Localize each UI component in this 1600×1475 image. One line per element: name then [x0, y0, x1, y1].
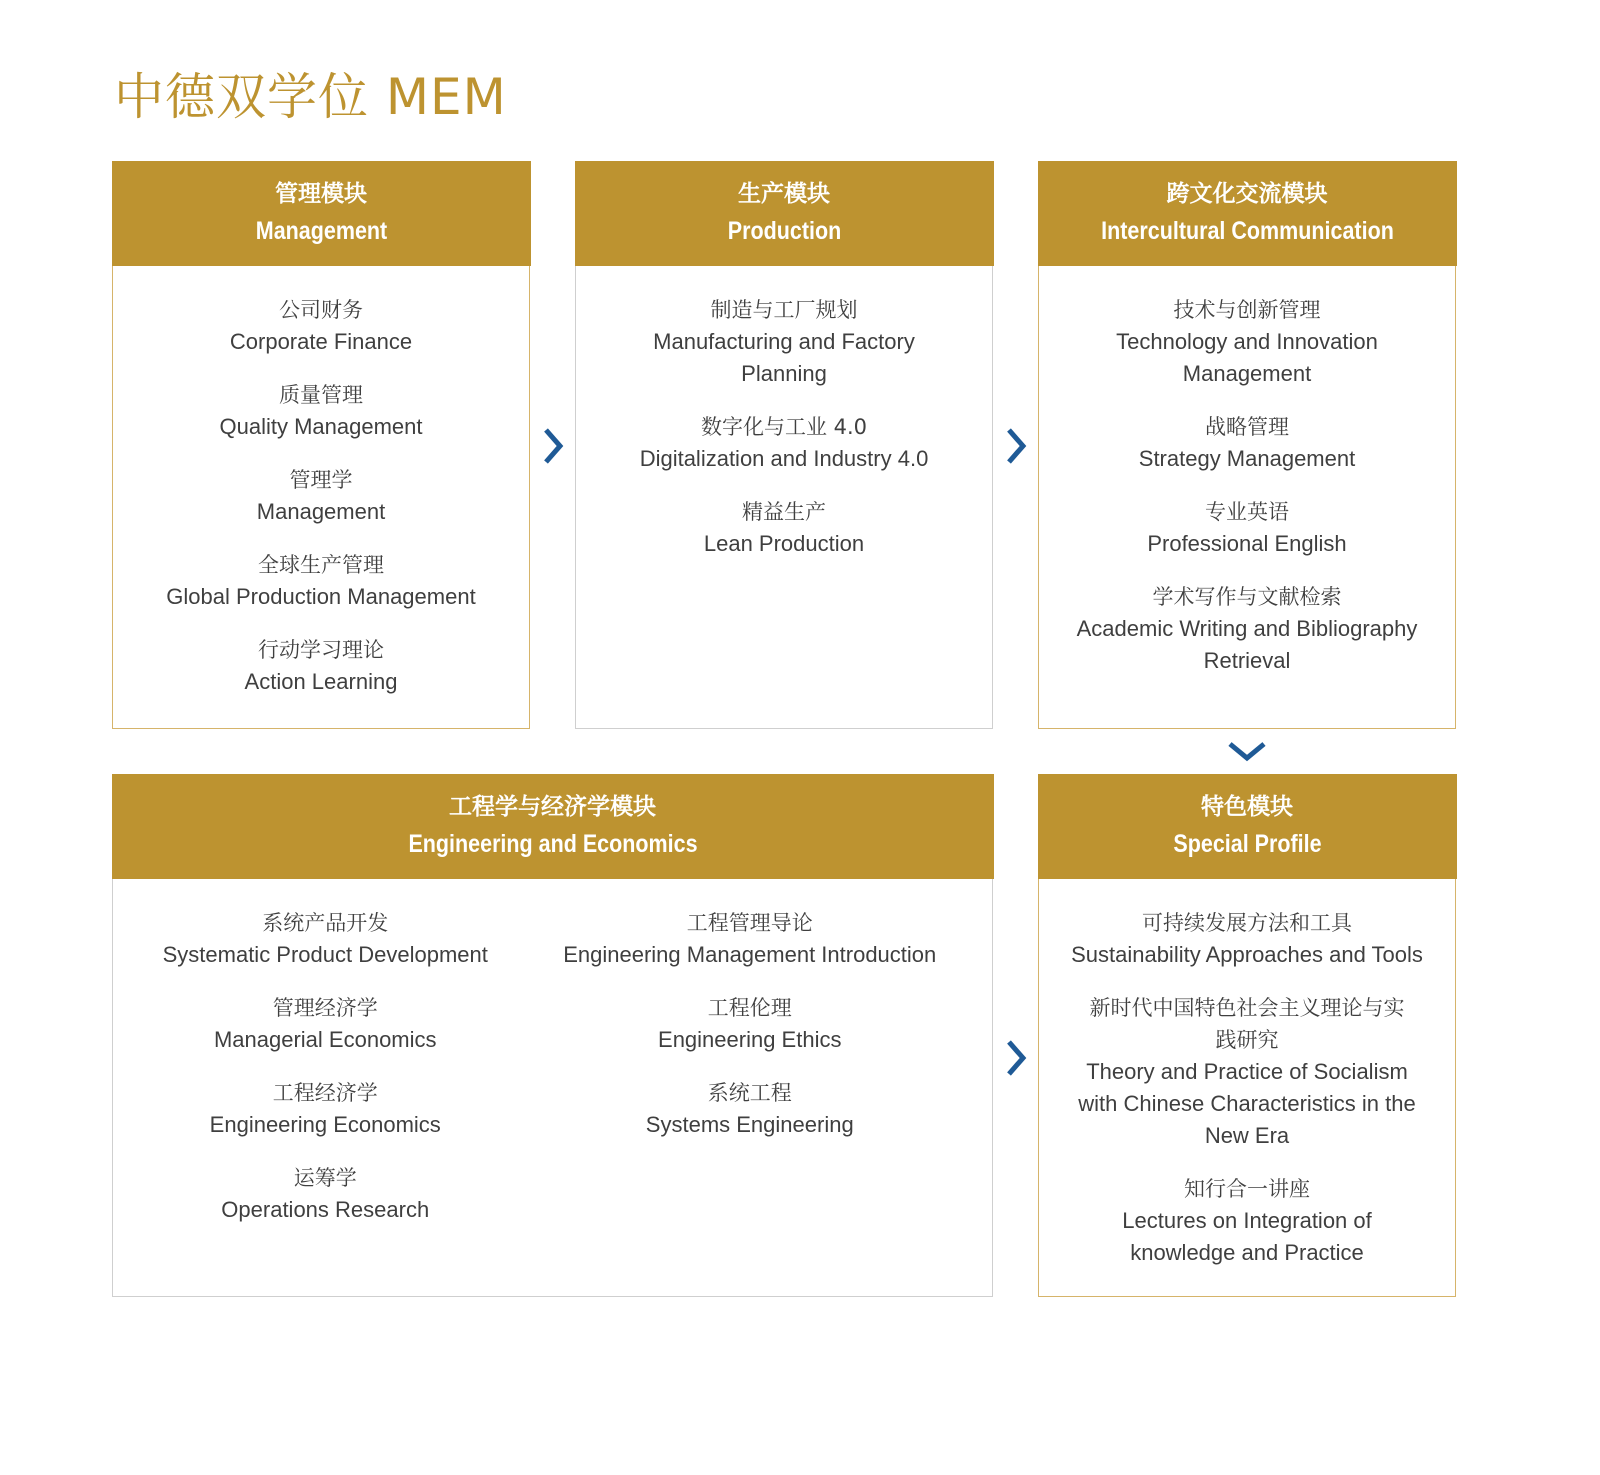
course-item	[125, 464, 517, 528]
course-en: Engineering Economics	[209, 1111, 441, 1137]
course-zh: 管理学	[289, 467, 353, 492]
course-item	[125, 379, 517, 443]
course-en: Professional English	[1147, 530, 1347, 556]
module-special-profile	[1038, 774, 1456, 1297]
course-zh: 专业英语	[1205, 499, 1289, 524]
course-en: Strategy Management	[1138, 445, 1356, 471]
course-item	[133, 907, 518, 971]
course-zh: 知行合一讲座	[1184, 1176, 1310, 1201]
course-en: Action Learning	[244, 668, 398, 694]
chevron-down-icon	[1228, 740, 1266, 762]
course-en: Lectures on Integration of knowledge and Practice	[1122, 1207, 1372, 1265]
chevron-right-icon	[1005, 1039, 1027, 1077]
course-en: Managerial Economics	[213, 1026, 437, 1052]
course-item	[125, 634, 517, 698]
course-zh: 质量管理	[279, 382, 363, 407]
course-en: Operations Research	[221, 1196, 430, 1222]
course-item	[558, 907, 943, 971]
course-item	[1069, 581, 1425, 677]
module-production	[575, 161, 993, 729]
course-zh: 可持续发展方法和工具	[1142, 910, 1352, 935]
course-en: Academic Writing and Bibliography Retrieval	[1076, 615, 1418, 673]
course-item	[1069, 294, 1425, 390]
module-title-en: Engineering and Economics	[407, 830, 698, 858]
course-item	[133, 1162, 518, 1226]
course-en: Global Production Management	[166, 583, 476, 609]
course-column-left	[113, 907, 518, 1247]
module-title-zh: 工程学与经济学模块	[449, 794, 656, 820]
course-item	[125, 549, 517, 613]
module-title-zh: 跨文化交流模块	[1166, 181, 1328, 207]
course-zh: 技术与创新管理	[1173, 297, 1321, 322]
course-zh: 制造与工厂规划	[710, 297, 858, 322]
module-header	[575, 161, 994, 266]
course-zh: 全球生产管理	[258, 552, 384, 577]
course-column-right	[518, 907, 993, 1247]
course-item	[1069, 496, 1425, 560]
course-en: Manufacturing and Factory Planning	[653, 328, 915, 386]
course-zh: 系统产品开发	[262, 910, 389, 935]
course-item	[133, 992, 518, 1056]
course-item	[133, 1077, 518, 1141]
module-header	[1038, 161, 1457, 266]
course-item	[1059, 992, 1435, 1152]
module-title-en: Intercultural Communication	[1100, 217, 1394, 245]
course-zh: 工程经济学	[272, 1080, 378, 1105]
module-title-zh: 特色模块	[1201, 794, 1293, 820]
course-zh: 精益生产	[742, 499, 826, 524]
course-en: Theory and Practice of Socialism with Chinese Characteristics in the New Era	[1078, 1058, 1416, 1148]
course-item	[558, 1077, 943, 1141]
course-en: Technology and Innovation Management	[1116, 328, 1378, 386]
module-engineering-economics	[112, 774, 993, 1297]
module-title-en: Management	[255, 217, 387, 245]
course-en: Corporate Finance	[229, 328, 413, 354]
course-zh: 公司财务	[279, 297, 363, 322]
course-en: Systems Engineering	[645, 1111, 854, 1137]
course-zh: 运筹学	[293, 1165, 357, 1190]
course-zh: 行动学习理论	[258, 637, 384, 662]
course-item	[616, 496, 952, 560]
course-item	[1059, 1173, 1435, 1269]
course-en: Systematic Product Development	[162, 941, 488, 967]
module-title-en: Production	[727, 217, 841, 245]
course-item	[1059, 907, 1435, 971]
module-header	[112, 161, 531, 266]
course-en: Digitalization and Industry 4.0	[639, 445, 929, 471]
course-zh: 工程伦理	[707, 995, 792, 1020]
module-intercultural	[1038, 161, 1456, 729]
course-zh: 工程管理导论	[686, 910, 813, 935]
course-en: Management	[256, 498, 386, 524]
course-zh: 学术写作与文献检索	[1152, 584, 1342, 609]
course-zh: 管理经济学	[272, 995, 378, 1020]
course-en: Quality Management	[219, 413, 423, 439]
course-item	[616, 294, 952, 390]
module-header	[1038, 774, 1457, 879]
chevron-right-icon	[542, 427, 564, 465]
module-management	[112, 161, 530, 729]
chevron-right-icon	[1005, 427, 1027, 465]
course-en: Engineering Ethics	[658, 1026, 842, 1052]
course-en: Sustainability Approaches and Tools	[1071, 941, 1423, 967]
course-zh: 数字化与工业 4.0	[700, 414, 868, 439]
course-zh: 新时代中国特色社会主义理论与实践研究	[1089, 995, 1405, 1052]
course-item	[1069, 411, 1425, 475]
module-header	[112, 774, 994, 879]
course-item	[558, 992, 943, 1056]
module-title-zh: 管理模块	[275, 181, 367, 207]
module-title-zh: 生产模块	[738, 181, 830, 207]
course-en: Lean Production	[703, 530, 865, 556]
course-en: Engineering Management Introduction	[563, 941, 937, 967]
course-item	[125, 294, 517, 358]
course-zh: 战略管理	[1205, 414, 1289, 439]
module-title-en: Special Profile	[1172, 830, 1322, 858]
page-title: 中德双学位 MEM	[114, 68, 507, 126]
course-zh: 系统工程	[707, 1080, 792, 1105]
course-item	[616, 411, 952, 475]
